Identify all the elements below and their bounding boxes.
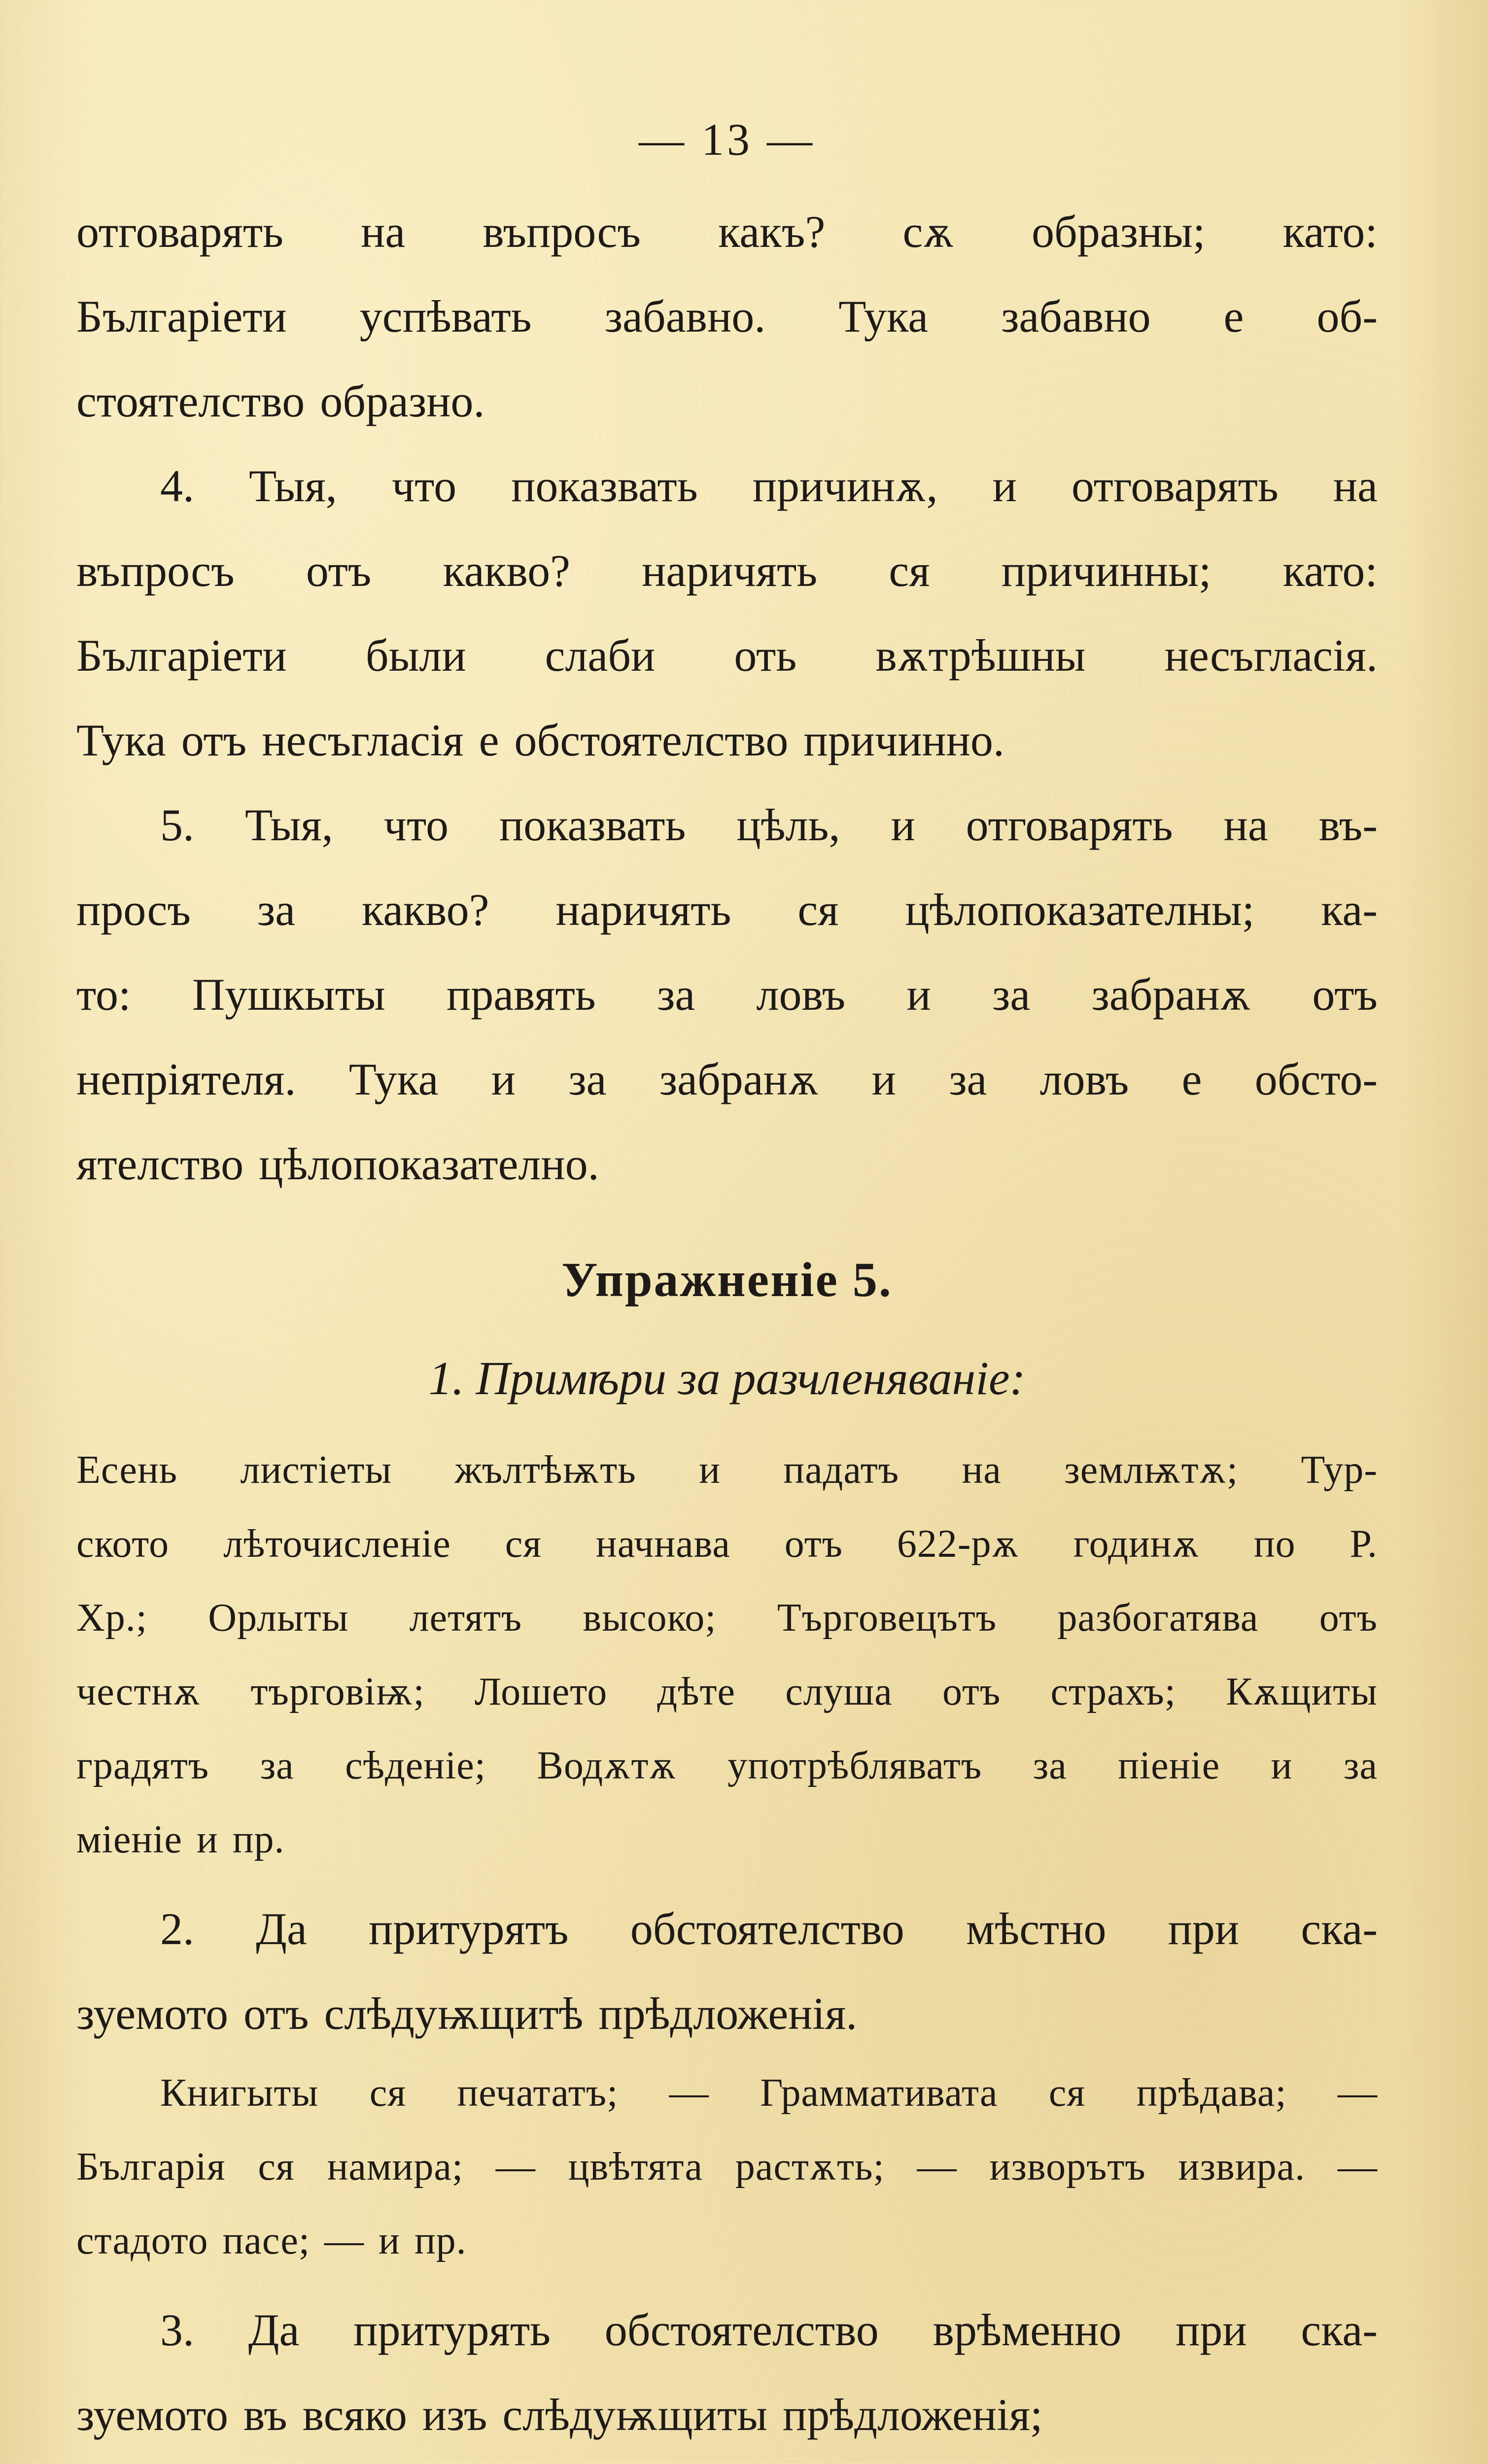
text-line: Българія ся намира; — цвѣтята растѫть; — изворътъ извира. —	[76, 2145, 1378, 2189]
text-line: зуемото въ всяко изъ слѣдуѭщиты прѣдложенія;	[76, 2390, 1043, 2440]
page-number: — 13 —	[639, 114, 815, 165]
text-line: стоятелство образно.	[76, 376, 485, 426]
text-line: непріятеля. Тука и за забранѫ и за ловъ е обсто-	[76, 1054, 1378, 1104]
text-line: 3. Да притурять обстоятелство врѣменно при ска-	[160, 2305, 1378, 2355]
text-line: Българіети успѣвать забавно. Тука забавно е об-	[76, 291, 1378, 342]
section-3	[76, 2288, 1378, 2464]
text-line: Есень листіеты жълтѣѭть и падатъ на землѭтѫ; Тур-	[76, 1448, 1378, 1492]
text-line: отговарять на въпросъ какъ? сѫ образны; като:	[76, 206, 1378, 257]
text-line: въпросъ отъ какво? наричять ся причинны; като:	[76, 546, 1378, 596]
text-line: Книгыты ся печататъ; — Граммативата ся прѣдава; —	[160, 2071, 1378, 2115]
text-line: ятелство цѣлопоказателно.	[76, 1139, 599, 1189]
text-line: ското лѣточисленіе ся начнава отъ 622-рѫ годинѫ по Р.	[76, 1522, 1378, 1566]
text-line: честнѫ търговіѭ; Лошето дѣте слуша отъ страхъ; Кѫщиты	[76, 1670, 1378, 1713]
section-1-heading: 1. Примѣри за разчленяваніе:	[428, 1352, 1026, 1404]
text-line: міеніе и пр.	[76, 1818, 285, 1861]
text-line: Българіети были слаби оть вѫтрѣшны несъгласія.	[76, 630, 1378, 681]
text-line: просъ за какво? наричять ся цѣлопоказателны; ка-	[76, 885, 1378, 935]
section-2	[76, 1886, 1378, 2278]
book-page	[76, 113, 1378, 2464]
paragraph-4	[76, 444, 1378, 783]
text-line: стадото пасе; — и пр.	[76, 2219, 467, 2262]
exercise-heading: Упражненіе 5.	[561, 1252, 893, 1307]
text-line: 4. Тыя, что показвать причинѫ, и отговарять на	[160, 461, 1378, 511]
text-line: градятъ за сѣденіе; Водѫтѫ употрѣбляватъ за піеніе и за	[76, 1744, 1378, 1787]
paragraph-3	[76, 189, 1378, 444]
text-line: 2. Да притурятъ обстоятелство мѣстно при ска-	[160, 1904, 1378, 1954]
paragraph-5	[76, 783, 1378, 1206]
text-line: 5. Тыя, что показвать цѣль, и отговарять на въ-	[160, 800, 1378, 850]
text-line: зуемото отъ слѣдуѭщитѣ прѣдложенія.	[76, 1988, 858, 2039]
text-line: то: Пушкыты правять за ловъ и за забранѫ отъ	[76, 969, 1378, 1020]
text-line: Тука отъ несъгласія е обстоятелство причинно.	[76, 715, 1004, 765]
text-line	[76, 2457, 1378, 2464]
section-1-examples	[76, 1433, 1378, 1877]
text-line: Хр.; Орлыты летятъ высоко; Търговецътъ разбогатява отъ	[76, 1596, 1378, 1640]
